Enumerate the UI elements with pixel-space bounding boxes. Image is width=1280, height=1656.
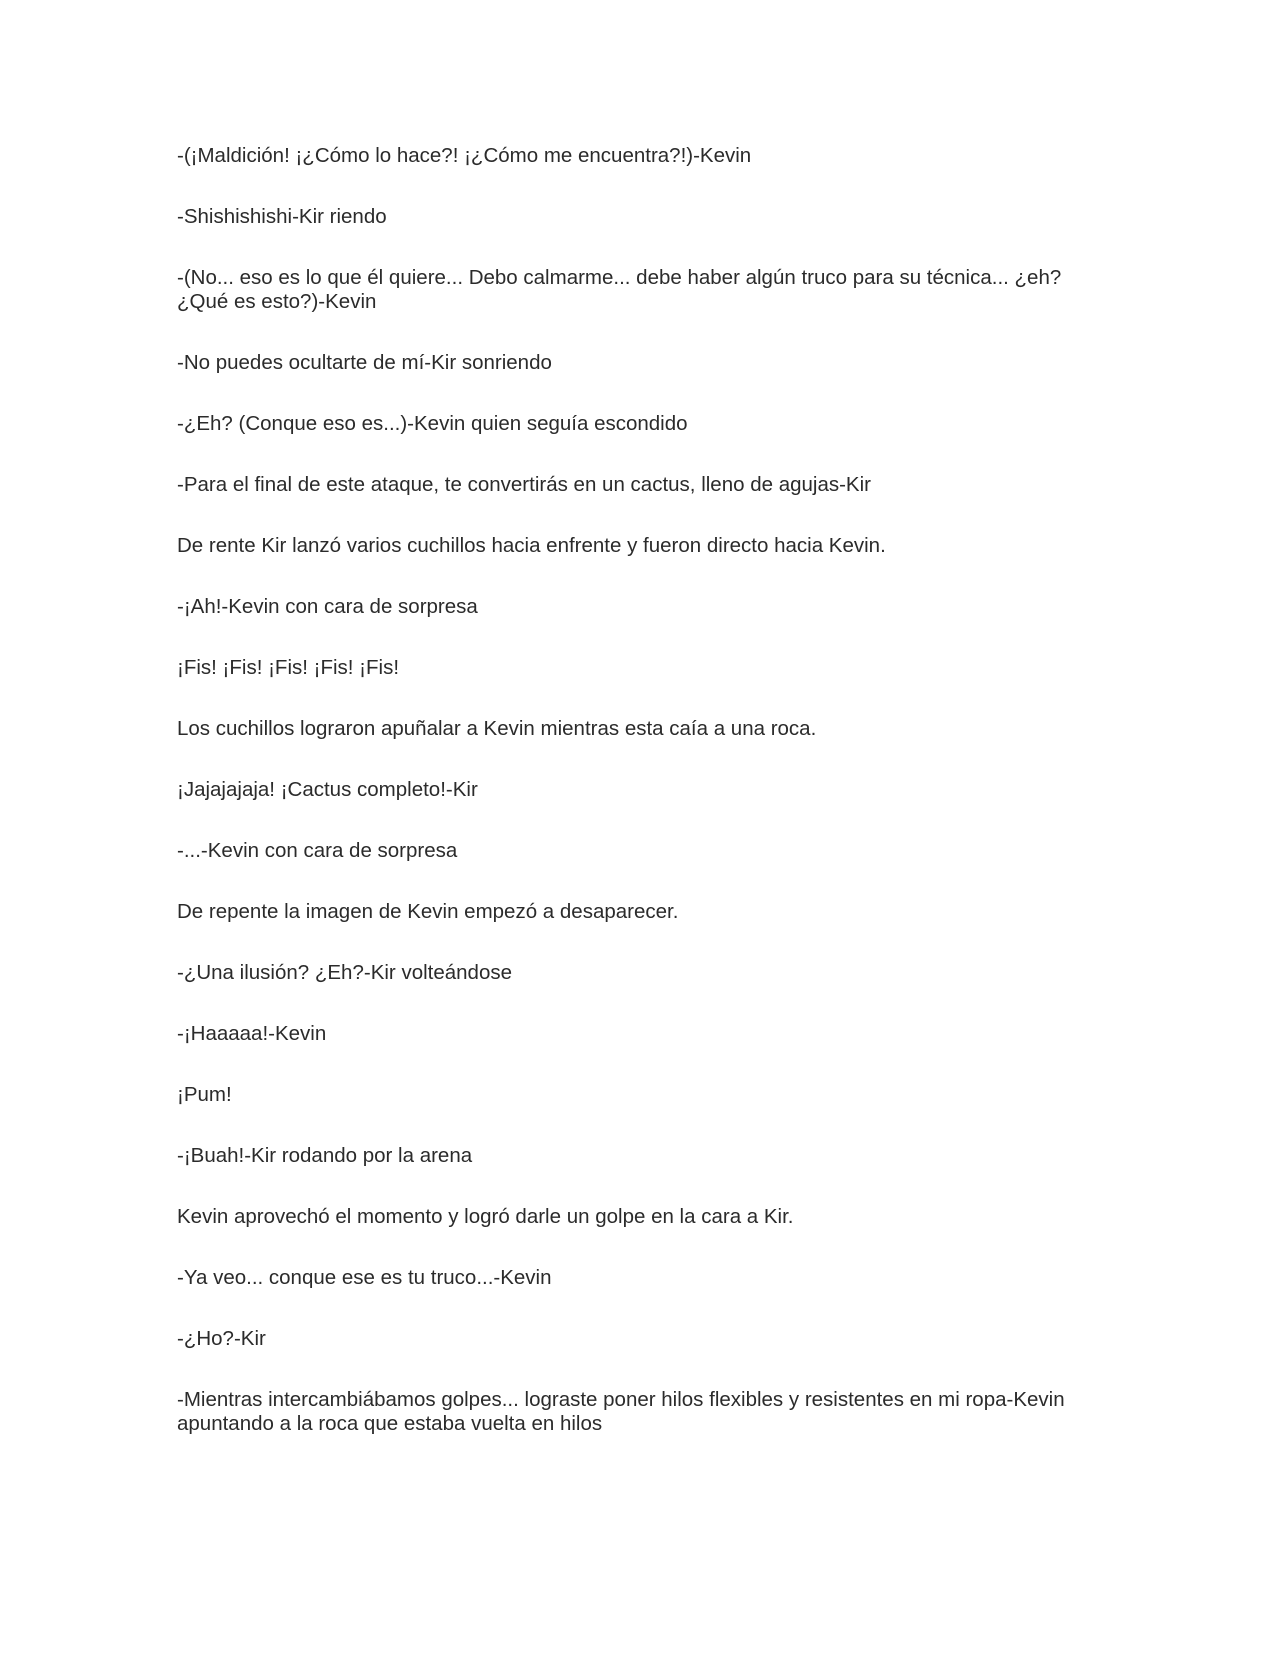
paragraph: -¡Haaaaa!-Kevin (177, 1022, 327, 1045)
paragraph: -¿Ho?-Kir (177, 1327, 266, 1350)
paragraph: ¡Pum! (177, 1083, 232, 1106)
paragraph: -(¡Maldición! ¡¿Cómo lo hace?! ¡¿Cómo me encuentra?!)-Kevin (177, 144, 752, 167)
paragraph: -¡Buah!-Kir rodando por la arena (177, 1144, 473, 1167)
paragraph: -¿Eh? (Conque eso es...)-Kevin quien seguía escondido (177, 412, 688, 435)
paragraph: -No puedes ocultarte de mí-Kir sonriendo (177, 351, 552, 374)
paragraph: -Mientras intercambiábamos golpes... lograste poner hilos flexibles y resistentes en mi ropa-Kevin apuntando a la roca que estaba vuelta en hilos (177, 1388, 1065, 1435)
story-text (177, 144, 1097, 1473)
paragraph: -¡Ah!-Kevin con cara de sorpresa (177, 595, 478, 618)
paragraph: ¡Fis! ¡Fis! ¡Fis! ¡Fis! ¡Fis! (177, 656, 400, 679)
paragraph: De rente Kir lanzó varios cuchillos hacia enfrente y fueron directo hacia Kevin. (177, 534, 886, 557)
paragraph: -¿Una ilusión? ¿Eh?-Kir volteándose (177, 961, 512, 984)
paragraph: Kevin aprovechó el momento y logró darle un golpe en la cara a Kir. (177, 1205, 794, 1228)
paragraph: ¡Jajajajaja! ¡Cactus completo!-Kir (177, 778, 478, 801)
paragraph: De repente la imagen de Kevin empezó a desaparecer. (177, 900, 679, 923)
paragraph: -Ya veo... conque ese es tu truco...-Kevin (177, 1266, 552, 1289)
paragraph: -Para el final de este ataque, te convertirás en un cactus, lleno de agujas-Kir (177, 473, 871, 496)
paragraph: Los cuchillos lograron apuñalar a Kevin mientras esta caía a una roca. (177, 717, 817, 740)
paragraph: -...-Kevin con cara de sorpresa (177, 839, 458, 862)
paragraph: -(No... eso es lo que él quiere... Debo calmarme... debe haber algún truco para su técnica... ¿eh? ¿Qué es esto?)-Kevin (177, 266, 1062, 313)
paragraph: -Shishishishi-Kir riendo (177, 205, 387, 228)
